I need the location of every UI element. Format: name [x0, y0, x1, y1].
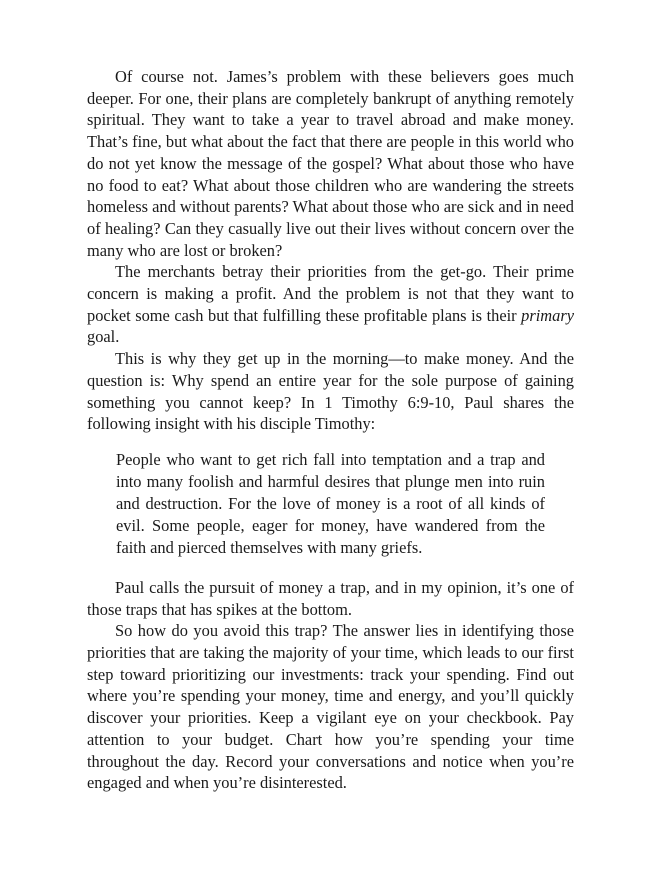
emphasis-primary: primary — [521, 305, 574, 325]
scripture-block-quote: People who want to get rich fall into temptation and a trap and into many foolish and harmful desires that plunge men into ruin and destruction. For the love of money is a root of all kinds of evil. Some people, eager for money, have wandered from the faith and pierced themselves with many griefs. — [116, 449, 545, 557]
paragraph-2-text-after: goal. — [87, 327, 120, 347]
paragraph-2 — [87, 261, 574, 348]
paragraph-2-text-before: The merchants betray their priorities from the get-go. Their prime concern is making a profit. And the problem is not that they want to pocket some cash but that fulfilling these profitable plans is their — [87, 262, 574, 325]
page-body — [87, 66, 574, 794]
paragraph-1: Of course not. James’s problem with these believers goes much deeper. For one, their plans are completely bankrupt of anything remotely spiritual. They want to take a year to travel abroad and make money. That’s fine, but what about the fact that there are people in this world who do not yet know the message of the gospel? What about those who have no food to eat? What about those children who are wandering the streets homeless and without parents? What about those who are sick and in need of healing? Can they casually live out their lives without concern over the many who are lost or broken? — [87, 67, 574, 260]
paragraph-4: Paul calls the pursuit of money a trap, and in my opinion, it’s one of those traps that has spikes at the bottom. — [87, 577, 574, 619]
paragraph-5: So how do you avoid this trap? The answer lies in identifying those priorities that are taking the majority of your time, which leads to our first step toward prioritizing our investments: track your spending. Find out where you’re spending your money, time and energy, and you’ll quickly discover your priorities. Keep a vigilant eye on your checkbook. Pay attention to your budget. Chart how you’re spending your time throughout the day. Record your conversations and notice when you’re engaged and when you’re disinterested. — [87, 621, 574, 793]
paragraph-3: This is why they get up in the morning—to make money. And the question is: Why spend an entire year for the sole purpose of gaining something you cannot keep? In 1 Timothy 6:9-10, Paul shares the following insight with his disciple Timothy: — [87, 349, 574, 434]
